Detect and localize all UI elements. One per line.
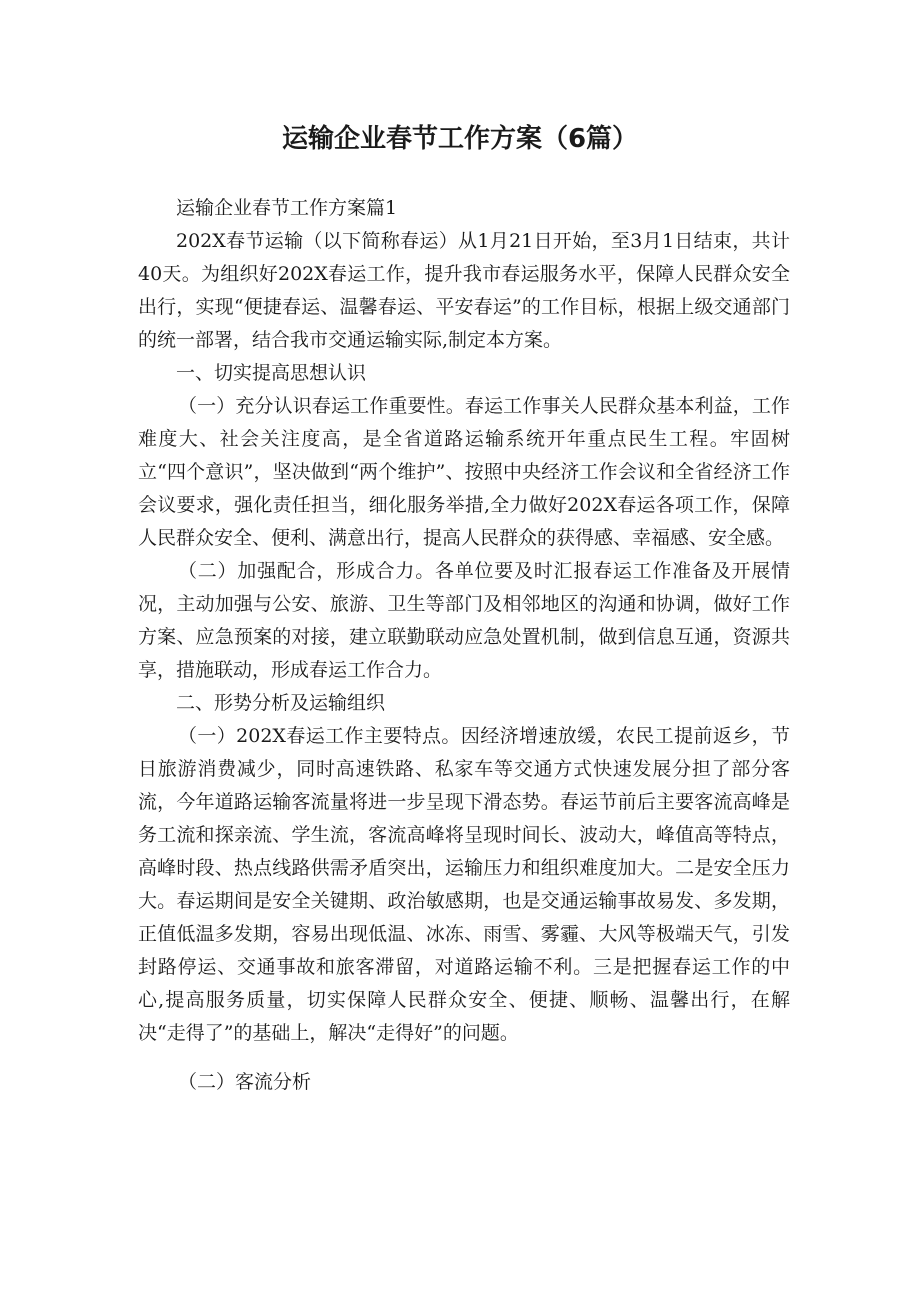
section-heading-2: 二、形势分析及运输组织 — [176, 692, 386, 714]
document-title: 运输企业春节工作方案（6篇） — [281, 124, 639, 154]
section-heading-2-2: （二）客流分析 — [178, 1071, 312, 1093]
paragraph-intro: 202X春节运输（以下简称春运）从1月21日开始，至3月1日结束，共计40天。为组织好202X春运工作，提升我市春运服务水平，保障人民群众安全出行，实现“便捷春运、温馨春运、平安春运”的工作目标，根据上级交通部门的统一部署，结合我市交通运输实际,制定本方案。 — [138, 230, 790, 351]
section-heading-article-1: 运输企业春节工作方案篇1 — [176, 197, 398, 219]
paragraph-2-1: （一）202X春运工作主要特点。因经济增速放缓，农民工提前返乡，节日旅游消费减少，同时高速铁路、私家车等交通方式快速发展分担了部分客流，今年道路运输客流量将进一步呈现下滑态势。春运节前后主要客流高峰是务工流和探亲流、学生流，客流高峰将呈现时间长、波动大，峰值高等特点，高峰时段、热点线路供需矛盾突出，运输压力和组织难度加大。二是安全压力大。春运期间是安全关键期、政治敏感期，也是交通运输事故易发、多发期，正值低温多发期，容易出现低温、冰冻、雨雪、雾霾、大风等极端天气，引发封路停运、交通事故和旅客滞留，对道路运输不利。三是把握春运工作的中心,提高服务质量，切实保障人民群众安全、便捷、顺畅、温馨出行，在解决“走得了”的基础上，解决“走得好”的问题。 — [138, 725, 790, 1044]
spacer — [138, 1050, 790, 1066]
document-body — [138, 192, 790, 1099]
paragraph-1-2: （二）加强配合，形成合力。各单位要及时汇报春运工作准备及开展情况，主动加强与公安、旅游、卫生等部门及相邻地区的沟通和协调，做好工作方案、应急预案的对接，建立联勤联动应急处置机制，做到信息互通，资源共享，措施联动，形成春运工作合力。 — [138, 560, 790, 681]
paragraph-1-1: （一）充分认识春运工作重要性。春运工作事关人民群众基本利益，工作难度大、社会关注度高，是全省道路运输系统开年重点民生工程。牢固树立“四个意识”，坚决做到“两个维护”、按照中央经济工作会议和全省经济工作会议要求，强化责任担当，细化服务举措,全力做好202X春运各项工作，保障人民群众安全、便利、满意出行，提高人民群众的获得感、幸福感、安全感。 — [138, 395, 790, 549]
section-heading-1: 一、切实提高思想认识 — [176, 362, 367, 384]
